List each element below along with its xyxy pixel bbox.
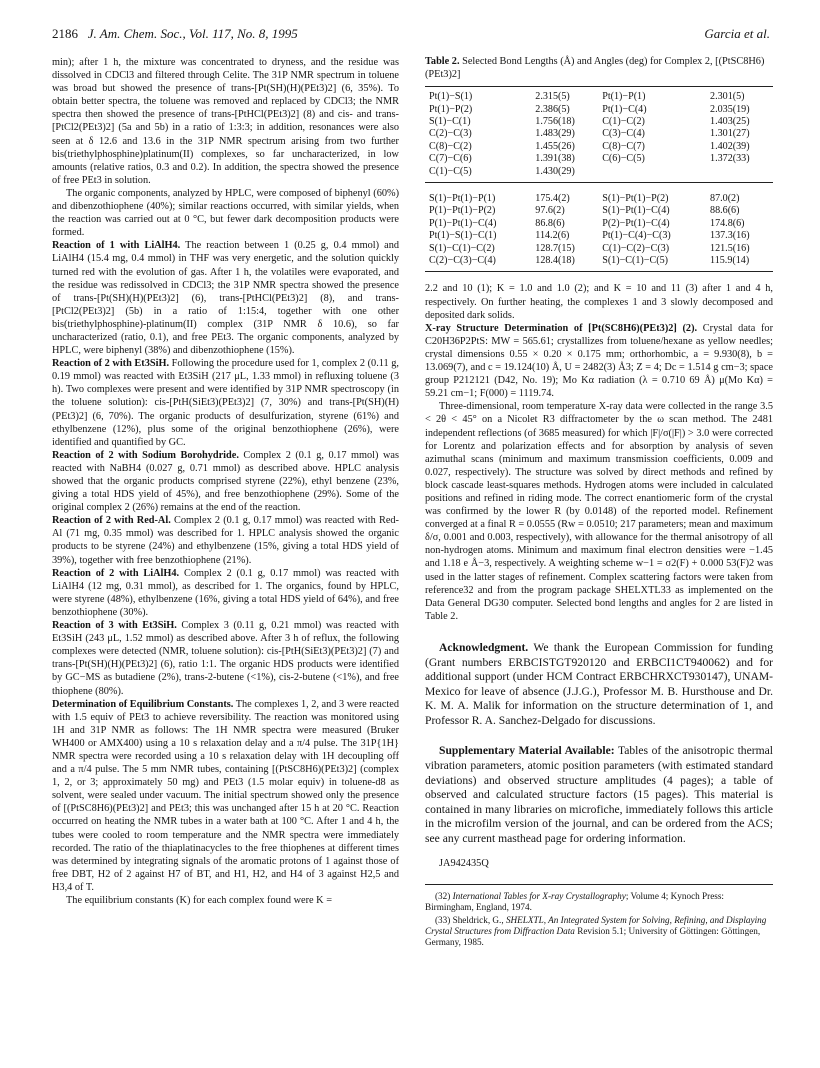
section-run-in-heading: Reaction of 2 with LiAlH4.	[52, 567, 180, 579]
bond-label-cell: C(1)−C(2)	[602, 116, 645, 127]
supplementary-heading: Supplementary Material Available:	[439, 744, 615, 758]
journal-citation: J. Am. Chem. Soc., Vol. 117, No. 8, 1995	[87, 26, 298, 41]
running-head-authors: Garcia et al.	[704, 26, 770, 41]
reference-title: International Tables for X-ray Crystallography	[452, 890, 626, 901]
section-run-in-heading: Reaction of 1 with LiAlH4.	[52, 240, 181, 252]
paragraph: 2.2 and 10 (1); K = 1.0 and 1.0 (2); and K = 10 and 11 (3) after 1 and 4 h, respectively. On further heating, the complexes 1 and 3 slowly decomposed and deposited dark solids.	[425, 283, 773, 321]
bond-label-cell: S(1)−C(1)−C(5)	[602, 255, 668, 267]
bond-value-cell: 86.8(6)	[535, 217, 565, 229]
running-head	[52, 26, 770, 48]
paragraph: Three-dimensional, room temperature X-ray data were collected in the range 3.5 < 2θ < 45° on a Nicolet R3 diffractometer by the ω scan method. The 2481 independent reflections (of 3685 measured) for which |F|/σ(|F|) > 3.0 were corrected for Lorentz and polarization effects and for absorption by analysis of seven azimuthal scans (minimum and maximum transmission coefficients, 0.009 and 0.027, respectively). The structure was solved by direct methods and refined by block cascade least-squares methods. Hydrogen atoms were included in calculated positions and refined in riding mode. The correct enantiomeric form of the crystal was confirmed by the lower R (by 0.0148) of the reported model. Refinement converged at a final R = 0.0555 (Rw = 0.0510; 217 parameters; mean and maximum δ/σ, 0.001 and 0.003, respectively), with allowance for the thermal anisotropy of all non-hydrogen atoms. Minimum and maximum final electron densities were −1.45 and 1.18 e Å−3, respectively. A weighting scheme w−1 = σ2(F) + 0.000 53(F)2 was used in the latter stages of refinement. Complex scattering factors were taken from reference32 and from the program package SHELXTL33 as implemented on the Data General DG30 computer. Selected bond lengths and angles for 2 are listed in Table 2.	[425, 401, 773, 622]
reference-rest: ; Volume 4; Kynoch Press: Birmingham, England, 1974.	[425, 890, 724, 913]
reference-author: (33) Sheldrick, G.,	[435, 914, 506, 925]
section-run-in-heading: Reaction of 3 with Et3SiH.	[52, 620, 177, 632]
paragraph-body: The complexes 1, 2, and 3 were reacted with 1.5 equiv of PEt3 to achieve reversibility. The reaction was monitored using 1H and 31P NMR as follows: The 1H NMR spectra were measured (Bruker WH400 or AMX400) using a 10 s relaxation delay and a π/4 pulse. The 31P{1H} NMR spectra were recorded using a 10 s relaxation delay with 1H decoupling off and a π/4 pulse. The 5 mm NMR tubes, containing [(PtSC8H6)(PEt3)2] (complex 1, 2, or 3; approximately 50 mg) and PEt3 (1.5 molar equiv) in toluene-d8 as solvent, were sealed under vacuum. The initial spectrum showed only the presence of [(PtSC8H6)(PEt3)2] and PEt3; this was unchanged after 15 h at 20 °C. Reaction occurred on heating the NMR tubes in a water bath at 100 °C. After 1 and 4 h, the tubes were cooled to room temperature and the NMR spectra were immediately recorded. The ratio of the thiaplatinacycles to the free thiophenes at different times was determined by integrating signals of the aromatic protons of 1 against those of free DBT, H2 of 2 against H7 of BT, and H1, H2, and H4 of 3 against H2,5 and H3,4 of T.	[52, 698, 399, 893]
table-caption-label: Table 2.	[425, 56, 460, 67]
bond-value-cell: 1.402(39)	[710, 140, 750, 152]
table-row	[425, 205, 773, 217]
bond-label-cell: P(2)−Pt(1)−C(4)	[602, 217, 670, 229]
bond-value-cell: 2.315(5)	[535, 91, 570, 103]
table-row	[425, 87, 773, 104]
paragraph-body: Complex 2 (0.1 g, 0.17 mmol) was reacted with LiAlH4 (12 mg, 0.31 mmol), as described for 1. The organics, found by HPLC, were styrene (48%), ethylbenzene (16%, giving a total HDS yield of 64%), and free benzothiophene (30%).	[52, 567, 400, 618]
bond-value-cell: 174.8(6)	[710, 217, 745, 229]
table-caption	[425, 56, 773, 81]
bond-label-cell: P(1)−Pt(1)−C(4)	[429, 217, 497, 229]
bond-value-cell: 2.301(5)	[710, 91, 745, 103]
bond-label-cell: S(1)−Pt(1)−C(4)	[602, 205, 670, 217]
reference-rest: Revision 5.1; University of Göttingen: Göttingen, Germany, 1985.	[425, 925, 761, 948]
table-row	[425, 230, 773, 242]
section-run-in-heading: Determination of Equilibrium Constants.	[52, 698, 234, 710]
bond-label-cell: Pt(1)−S(1)	[429, 91, 473, 103]
bond-value-cell: 1.430(29)	[531, 166, 598, 183]
paragraph: The equilibrium constants (K) for each complex found were K =	[66, 895, 333, 906]
bond-angles-section	[425, 183, 773, 272]
acknowledgment-body: We thank the European Commission for funding (Grant numbers ERBCISTGT920120 and ERBCI1CT940062) and for additional support (under HCM Contract ERBCHRXCT930147), UNAM-Mexico for leave of absence (J.J.G.), Professor M. B. Hursthouse and Dr. K. M. A. Malik for information on the structure determination of 1, and Professor R. A. Sanchez-Delgado for discussions.	[425, 640, 773, 727]
reference-number: (32)	[435, 890, 453, 901]
table-row	[425, 218, 773, 230]
bond-label-cell	[598, 166, 706, 183]
paragraph-body: Complex 2 (0.1 g, 0.17 mmol) was reacted with Red-Al (71 mg, 0.35 mmol) was described for 1. HPLC analysis showed the organic products to be styrene (24%) and ethylbenzene (15%, giving a total HDS yield of 39%), together with free benzothiophene (21%).	[52, 515, 399, 566]
reference-item	[425, 891, 773, 914]
paragraph-body: Complex 2 (0.1 g, 0.17 mmol) was reacted with NaBH4 (0.027 g, 0.71 mmol) as described above. HPLC analysis showed that the organic products comprised styrene (22%), ethyl benzene (23%, giving a total HDS yield of 45%), and free benzothiophene (29%). Some of the original complex 2 (26%) remains at the end of the reaction.	[52, 449, 399, 514]
table-row	[425, 243, 773, 255]
bond-label-cell: C(2)−C(3)−C(4)	[429, 255, 496, 267]
table-row	[425, 255, 773, 272]
bond-value-cell: 2.035(19)	[710, 103, 750, 115]
acknowledgment-heading: Acknowledgment.	[439, 640, 529, 654]
bond-value-cell: 1.301(27)	[710, 128, 750, 140]
bond-label-cell: C(8)−C(2)	[429, 140, 472, 152]
supplementary-material	[425, 744, 773, 846]
bond-label-cell: Pt(1)−P(2)	[429, 103, 473, 115]
bond-lengths-section	[425, 87, 773, 183]
bond-value-cell: 97.6(2)	[535, 205, 565, 217]
reference-title: SHELXTL, An Integrated System for Solving, Refining, and Displaying Crystal Structures from Diffraction Data	[425, 914, 767, 936]
acknowledgment	[425, 641, 773, 729]
table-row	[425, 183, 773, 206]
bond-label-cell: Pt(1)−C(4)	[602, 103, 647, 115]
bond-label-cell: C(2)−C(3)	[429, 128, 472, 140]
bond-value-cell: 137.3(16)	[710, 230, 750, 242]
bond-value-cell: 115.9(14)	[710, 255, 750, 267]
right-column	[425, 56, 773, 950]
bond-value-cell: 1.455(26)	[535, 140, 575, 152]
table-caption-text: Selected Bond Lengths (Å) and Angles (deg) for Complex 2, [(PtSC8H6)(PEt3)2]	[425, 56, 765, 80]
table-row	[425, 166, 773, 183]
paragraph-body: Complex 3 (0.11 g, 0.21 mmol) was reacted with Et3SiH (243 μL, 1.52 mmol) as described above. After 3 h of reflux, the following complexes were detected (NMR, toluene solution): cis-[PtH(SiEt3)(PEt3)2] (7) and trans-[Pt(SH)(H)(PEt3)2] (6), ratio 1:1. The organic HDS products were identified by GC−MS as butadiene (2%), trans-2-butene (<1%), cis-2-butene (<1%), and free thiophene (80%).	[52, 620, 400, 697]
reference-item	[425, 915, 773, 949]
bond-value-cell: 1.372(33)	[710, 153, 750, 165]
paragraph-body: The reaction between 1 (0.25 g, 0.4 mmol) and LiAlH4 (15.4 mg, 0.4 mmol) in THF was very energetic, and the solution quickly turned red with the evolution of gas. After 1 h, the volatiles were evaporated, and the residue was redissolved in CDCl3; the 31P NMR spectra showed the presence of trans-[Pt(SH)(H)(PEt3)2] (6), trans-[PtHCl(PEt3)2] (8), and trans-[PtCl2(PEt3)2] (5b) in a ratio of 1:15:4, together with one other bis(triethylphosphine)-platinum(II) complex (31P NMR δ 10.6), so far uncharacterized (ratio, 0.1), and free PEt3. The organic components, analyzed by HPLC, were biphenyl (38%) and dibenzothiophene (15%).	[52, 240, 399, 357]
bond-value-cell: 1.403(25)	[710, 116, 750, 127]
table-row	[425, 128, 773, 140]
bond-label-cell: C(7)−C(6)	[429, 153, 472, 165]
bond-value-cell: 88.6(6)	[710, 205, 740, 217]
manuscript-code: JA942435Q	[439, 857, 489, 869]
bond-label-cell: S(1)−Pt(1)−P(2)	[602, 193, 669, 205]
bond-value-cell: 87.0(2)	[710, 193, 740, 205]
left-column	[52, 56, 399, 907]
bond-label-cell: C(6)−C(5)	[602, 153, 645, 165]
bond-value-cell: 114.2(6)	[535, 230, 570, 242]
bond-label-cell: C(8)−C(7)	[602, 140, 645, 152]
bond-value-cell: 1.483(29)	[535, 128, 575, 140]
table-row	[425, 104, 773, 116]
supplementary-body: Tables of the anisotropic thermal vibration parameters, atomic position parameters (with estimated standard deviations) and observed structure amplitudes (4 pages); a table of observed and calculated structure factors (15 pages). This material is contained in many libraries on microfiche, immediately follows this article in the microfilm version of the journal, and can be ordered from the ACS; see any current masthead page for ordering information.	[425, 744, 773, 846]
table-row	[425, 141, 773, 153]
bond-label-cell: C(1)−C(5)	[425, 166, 531, 183]
section-run-in-heading: X-ray Structure Determination of [Pt(SC8H6)(PEt3)2] (2).	[425, 322, 698, 334]
bond-label-cell: S(1)−Pt(1)−P(1)	[429, 193, 496, 205]
table-row	[425, 116, 773, 128]
bond-label-cell: C(1)−C(2)−C(3)	[602, 242, 670, 254]
bond-value-cell: 1.756(18)	[535, 116, 575, 127]
bond-label-cell: S(1)−C(1)−C(2)	[429, 242, 495, 254]
bond-value-cell: 121.5(16)	[710, 242, 750, 254]
paragraph: min); after 1 h, the mixture was concentrated to dryness, and the residue was dissolved in CDCl3 and filtered through Celite. The 31P NMR spectrum in toluene was broad but showed the presence of trans-[Pt(SH)(H)(PEt3)2] (6, 35%). To obtain better spectra, the toluene was removed and replaced by CDCl3; the NMR spectra then showed the presence of trans-[PtHCl(PEt3)2] (8) and cis- and trans-[PtCl2(PEt3)2] (5a and 5b) in a ratio of 1:3:3; in addition, resonances were also seen at δ 12.6 and 13.6 in the 31P NMR spectrum arising from two further bis(triethylphosphine)platinum(II) complexes, so far uncharacterized, in low amounts (relative ratios, 0.3 and 0.2). In addition, the spectra showed the presence of free PEt3 in solution.	[52, 57, 399, 186]
page-number: 2186	[52, 26, 78, 41]
bond-label-cell: P(1)−Pt(1)−P(2)	[429, 205, 496, 217]
bond-label-cell: Pt(1)−S(1)−C(1)	[429, 230, 497, 242]
bond-value-cell: 128.7(15)	[535, 242, 575, 254]
bond-value-cell: 2.386(5)	[535, 103, 570, 115]
references	[425, 884, 773, 949]
section-run-in-heading: Reaction of 2 with Red-Al.	[52, 515, 171, 527]
section-run-in-heading: Reaction of 2 with Sodium Borohydride.	[52, 449, 239, 461]
table-row	[425, 153, 773, 165]
bond-label-cell: Pt(1)−P(1)	[602, 91, 646, 103]
bond-value-cell: 175.4(2)	[535, 193, 570, 205]
bond-table	[425, 86, 773, 272]
bond-value-cell: 128.4(18)	[535, 255, 575, 267]
bond-label-cell: S(1)−C(1)	[429, 116, 471, 127]
paragraph: The organic components, analyzed by HPLC, were composed of biphenyl (60%) and dibenzothiophene (40%); similar reactions occurred, with similar yields, when the reaction was carried out at 0 °C, but fewer dark decomposition products were formed.	[52, 187, 399, 239]
bond-value-cell: 1.391(38)	[535, 153, 575, 165]
section-run-in-heading: Reaction of 2 with Et3SiH.	[52, 358, 170, 370]
bond-value-cell	[706, 166, 773, 183]
paragraph-body: Following the procedure used for 1, complex 2 (0.11 g, 0.19 mmol) was reacted with Et3SiH (217 μL, 1.33 mmol) in refluxing toluene (3 h). Two complexes were present and were identified by 31P NMR spectroscopy (in the toluene solution): cis-[PtH(SiEt3)(PEt3)2] (7, 30%) and trans-[Pt(SH)(H)(PEt3)2] (6, 70%). The organic products of desulfurization, styrene (61%) and ethylbenzene (12%), plus some of the original benzothiophene (26%), were identified and quantified by GC.	[52, 358, 400, 448]
bond-label-cell: Pt(1)−C(4)−C(3)	[602, 230, 671, 242]
paragraph-body: Crystal data for C20H36P2PtS: MW = 565.61; crystallizes from toluene/hexane as yellow needles; crystal dimensions 0.55 × 0.20 × 0.175 mm; orthorhombic, a = 9.930(8), b = 13.069(7), and c = 19.124(10) Å, U = 2482(3) Å3; Z = 4; Dc = 1.514 g cm−3; space group P212121 (D42, No. 19); Mo Kα radiation (λ = 0.710 69 Å) μ(Mo Kα) = 59.21 cm−1; F(000) = 1119.74.	[425, 322, 774, 400]
running-head-left	[52, 26, 298, 42]
bond-label-cell: C(3)−C(4)	[602, 128, 645, 140]
